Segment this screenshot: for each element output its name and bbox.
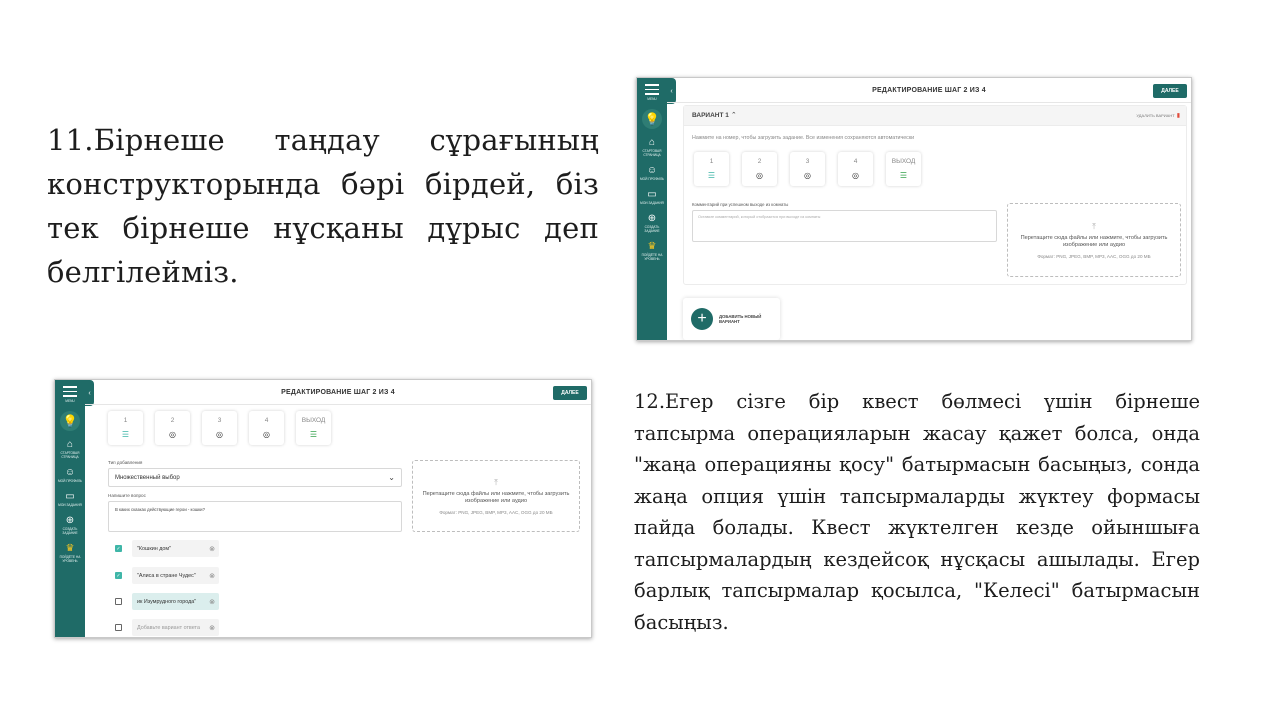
chevron-up-icon[interactable]: ⌃	[730, 112, 737, 119]
file-drop-zone[interactable]: ⤒ Перетащите сюда файлы или нажмите, чтобы загрузить изображение или аудио Формат: PNG, JPEG, BMP, MP3, AAC, OGG до 20 МБ	[1007, 203, 1181, 277]
type-select[interactable]: Множественный выбор ⌄	[108, 468, 402, 487]
answer-checkbox[interactable]	[115, 624, 122, 631]
page-title: РЕДАКТИРОВАНИЕ ШАГ 2 ИЗ 4	[281, 388, 395, 396]
question-label: Напишите вопрос	[108, 493, 146, 498]
sidebar-item-my-tasks[interactable]: ▭ МОИ ЗАДАНИЯ	[640, 188, 664, 205]
step-card-3[interactable]: 3 ◎	[202, 411, 237, 445]
chevron-down-icon: ⌄	[388, 473, 395, 482]
remove-answer-icon[interactable]: ⊗	[209, 572, 215, 580]
step-card-2[interactable]: 2 ◎	[155, 411, 190, 445]
page-title: РЕДАКТИРОВАНИЕ ШАГ 2 ИЗ 4	[872, 86, 986, 94]
crown-icon: ♛	[65, 542, 75, 554]
answer-input[interactable]: Добавьте вариант ответа ⊗	[132, 619, 219, 636]
step-card-3[interactable]: 3 ◎	[790, 152, 825, 186]
sidebar-item-level[interactable]: ♛ ПОЙДЁТЕ НА УРОВЕНЬ	[59, 542, 81, 563]
sidebar-item-create-task[interactable]: ⊕ СОЗДАТЬ ЗАДАНИЕ	[62, 514, 78, 535]
screenshot-multiple-choice-editor	[54, 379, 592, 638]
upload-icon: ⤒	[1092, 221, 1096, 231]
logo-bulb-icon: 💡	[642, 109, 662, 129]
answer-input[interactable]: ик Изумрудного города" ⊗	[132, 593, 219, 610]
folder-icon: ▭	[647, 188, 657, 200]
sidebar-item-profile[interactable]: ☺ МОЙ ПРОФИЛЬ	[57, 466, 83, 483]
answer-checkbox[interactable]: ✓	[116, 545, 121, 552]
step-card-4[interactable]: 4 ◎	[838, 152, 873, 186]
sidebar-item-create-task[interactable]: ⊕ СОЗДАТЬ ЗАДАНИЕ	[644, 212, 660, 233]
top-bar	[667, 78, 1191, 103]
answer-checkbox[interactable]: ✓	[116, 572, 121, 579]
upload-icon: ⤒	[494, 477, 498, 487]
trash-icon: ▮	[1176, 113, 1180, 119]
file-drop-zone[interactable]: ⤒ Перетащите сюда файлы или нажмите, чтобы загрузить изображение или аудио Формат: PNG, JPEG, BMP, MP3, AAC, OGG до 20 МБ	[412, 460, 580, 532]
remove-answer-icon[interactable]: ⊗	[209, 624, 215, 632]
sidebar	[55, 380, 85, 637]
home-icon: ⌂	[66, 438, 74, 450]
step-card-1[interactable]: 1 ☰	[694, 152, 729, 186]
answer-input[interactable]: "Кошкин дом" ⊗	[132, 540, 219, 557]
menu-label: MENU	[647, 96, 657, 101]
list-icon: ☰	[707, 170, 716, 180]
add-variant-button[interactable]: + ДОБАВИТЬ НОВЫЙ ВАРИАНТ	[683, 298, 780, 340]
answer-option	[115, 619, 219, 636]
remove-answer-icon[interactable]: ⊗	[209, 545, 215, 553]
list-icon: ☰	[121, 429, 130, 439]
delete-variant-button[interactable]: УДАЛИТЬ ВАРИАНТ ▮	[1136, 113, 1180, 119]
variant-panel	[683, 105, 1187, 285]
comment-input[interactable]: Оставьте комментарий, который отобразится при выходе из комнаты	[692, 210, 997, 242]
comment-label: Комментарий при успешном выходе из комнаты	[692, 202, 789, 207]
folder-icon: ▭	[65, 490, 75, 502]
paragraph-step-11: 11.Бірнеше таңдау сұрағының конструкторында бәрі бірдей, біз тек бірнеше нұсқаны дұрыс деп белгілейміз.	[47, 123, 599, 289]
answer-option	[115, 540, 219, 557]
variant-title: ВАРИАНТ 1	[692, 111, 729, 119]
menu-icon[interactable]	[63, 386, 77, 397]
remove-answer-icon[interactable]: ⊗	[209, 598, 215, 606]
step-card-exit[interactable]: ВЫХОД ☰	[296, 411, 331, 445]
target-icon: ◎	[852, 170, 859, 180]
logo-bulb-icon: 💡	[60, 411, 80, 431]
add-icon: ⊕	[65, 514, 75, 526]
top-bar	[85, 380, 591, 405]
paragraph-step-12: 12.Егер сізге бір квест бөлмесі үшін бірнеше тапсырма операцияларын жасау қажет болса, онда "жаңа операцияны қосу" батырмасын басыңыз, сонда жаңа опция үшін тапсырмаларды жүктеу формасы пайда болады. Квест жүктелген кезде ойыншыға тапсырмалардың кездейсоқ нұсқасы ашылады. Егер барлық тапсырмалар қосылса, "Келесі" батырмасын басыңыз.	[634, 390, 1200, 634]
sidebar-item-home[interactable]: ⌂ СТАРТОВАЯ СТРАНИЦА	[642, 136, 662, 157]
next-button[interactable]: ДАЛЕЕ	[553, 386, 587, 400]
add-icon: ⊕	[647, 212, 657, 224]
exit-list-icon: ☰	[899, 170, 908, 180]
answer-option	[115, 593, 219, 610]
sidebar	[637, 78, 667, 340]
exit-list-icon: ☰	[309, 429, 318, 439]
collapse-sidebar-button[interactable]: ‹	[667, 78, 676, 104]
target-icon: ◎	[169, 429, 176, 439]
next-button[interactable]: ДАЛЕЕ	[1153, 84, 1187, 98]
sidebar-item-my-tasks[interactable]: ▭ МОИ ЗАДАНИЯ	[58, 490, 82, 507]
profile-icon: ☺	[646, 164, 658, 176]
profile-icon: ☺	[64, 466, 76, 478]
step-card-exit[interactable]: ВЫХОД ☰	[886, 152, 921, 186]
menu-icon[interactable]	[645, 84, 659, 95]
step-card-4[interactable]: 4 ◎	[249, 411, 284, 445]
answer-option	[115, 567, 219, 584]
sidebar-item-level[interactable]: ♛ ПОЙДЁТЕ НА УРОВЕНЬ	[641, 240, 663, 261]
target-icon: ◎	[263, 429, 270, 439]
step-card-1[interactable]: 1 ☰	[108, 411, 143, 445]
type-label: Тип добавления	[108, 460, 143, 465]
home-icon: ⌂	[648, 136, 656, 148]
menu-label: MENU	[65, 398, 75, 403]
collapse-sidebar-button[interactable]: ‹	[85, 380, 94, 406]
step-card-2[interactable]: 2 ◎	[742, 152, 777, 186]
plus-icon: +	[691, 308, 713, 330]
target-icon: ◎	[804, 170, 811, 180]
target-icon: ◎	[216, 429, 223, 439]
answer-checkbox[interactable]	[115, 598, 122, 605]
screenshot-variant-editor	[636, 77, 1192, 341]
target-icon: ◎	[756, 170, 763, 180]
autosave-hint: Нажмите на номер, чтобы загрузить задание. Все изменения сохраняются автоматически	[692, 135, 915, 141]
answer-input[interactable]: "Алиса в стране Чудес" ⊗	[132, 567, 219, 584]
crown-icon: ♛	[647, 240, 657, 252]
sidebar-item-home[interactable]: ⌂ СТАРТОВАЯ СТРАНИЦА	[60, 438, 80, 459]
question-input[interactable]: В каких сказках действующие герои - кошки?	[108, 501, 402, 532]
sidebar-item-profile[interactable]: ☺ МОЙ ПРОФИЛЬ	[639, 164, 665, 181]
